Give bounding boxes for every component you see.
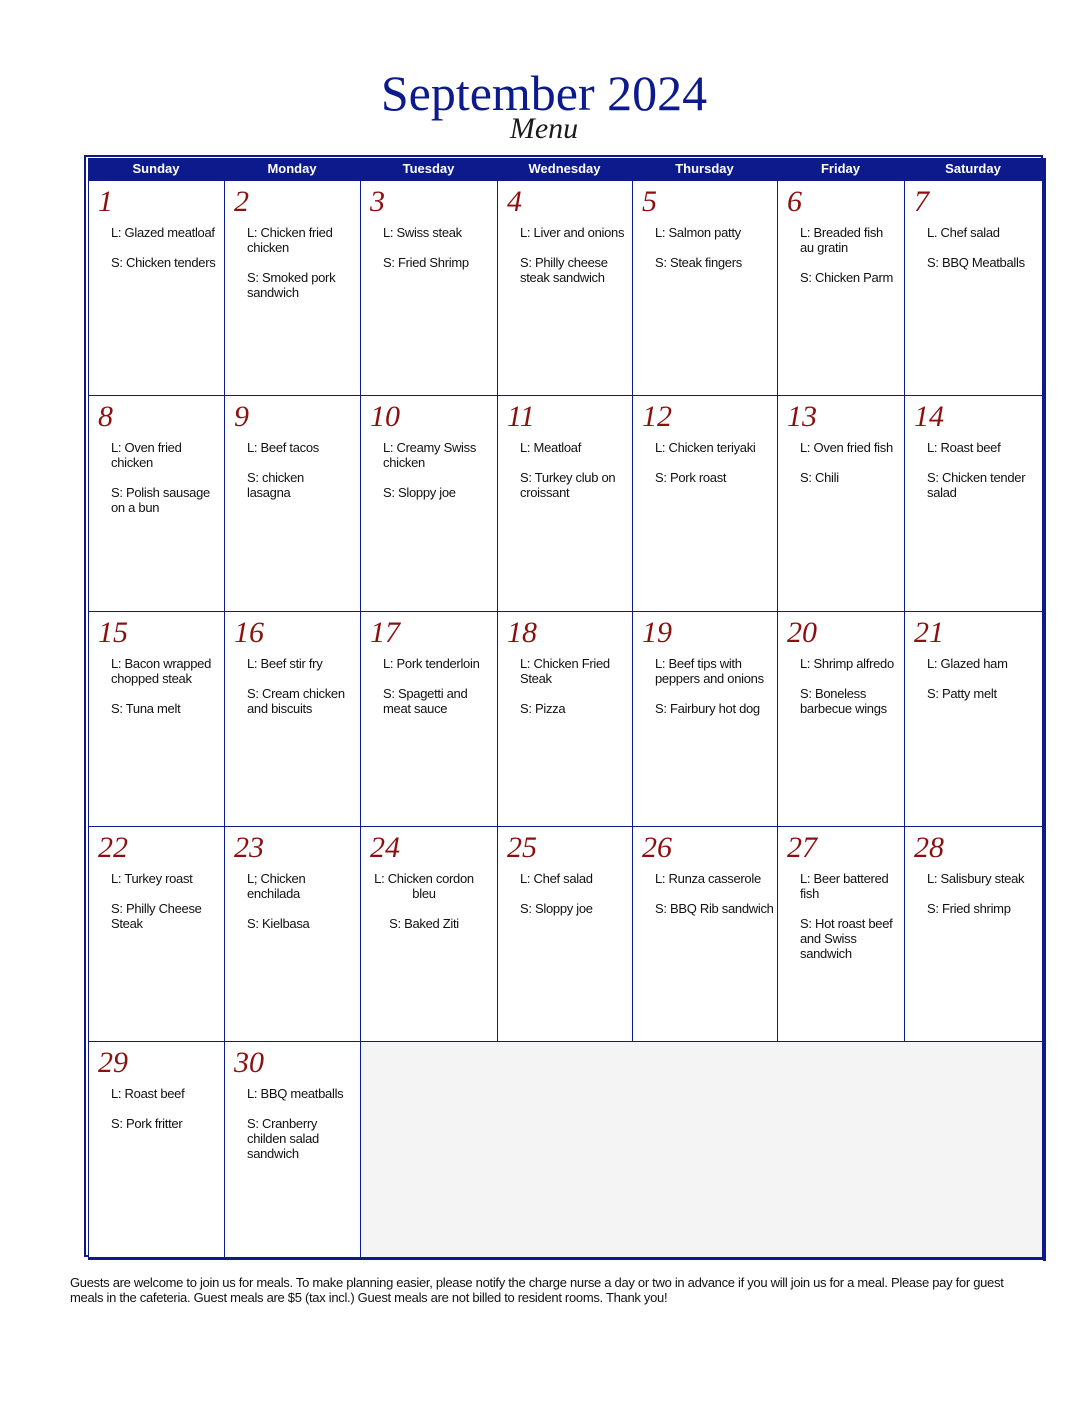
day-number: 3 (370, 185, 385, 218)
day-number: 6 (787, 185, 802, 218)
lunch-item: L: Creamy Swiss chicken (383, 440, 477, 470)
day-cell-13 (777, 395, 905, 612)
lunch-item: L: Runza casserole (655, 871, 761, 886)
day-number: 28 (914, 831, 944, 864)
day-cell-26 (632, 826, 778, 1042)
supper-item: S: Hot roast beef and Swiss sandwich (800, 916, 893, 961)
day-cell-12 (632, 395, 778, 612)
lunch-item: L: Chicken teriyaki (655, 440, 756, 455)
page-title: September 2024 (380, 65, 708, 121)
day-number: 23 (234, 831, 264, 864)
lunch-item: L: Shrimp alfredo (800, 656, 894, 671)
supper-item: S: Kielbasa (247, 916, 310, 931)
weekday-tuesday: Tuesday (402, 161, 455, 176)
lunch-item: L: Swiss steak (383, 225, 462, 240)
day-number: 20 (787, 616, 817, 649)
supper-item: S: Cranberry childen salad sandwich (247, 1116, 319, 1161)
day-cell-18 (497, 611, 633, 827)
supper-item: S: BBQ Rib sandwich (655, 901, 774, 916)
day-number: 12 (642, 400, 672, 433)
supper-item: S: Sloppy joe (383, 485, 456, 500)
weekday-friday: Friday (820, 161, 860, 176)
day-number: 1 (98, 185, 113, 218)
supper-item: S: Tuna melt (111, 701, 181, 716)
day-number: 16 (234, 616, 264, 649)
lunch-item: L: Oven fried fish (800, 440, 893, 455)
day-cell-21 (904, 611, 1043, 827)
supper-item: S: Chicken tender salad (927, 470, 1026, 500)
day-number: 2 (234, 185, 249, 218)
day-cell-7 (904, 180, 1043, 396)
lunch-item: L: Beef tips with peppers and onions (655, 656, 764, 686)
day-number: 7 (914, 185, 929, 218)
day-number: 19 (642, 616, 672, 649)
day-number: 27 (787, 831, 817, 864)
day-number: 13 (787, 400, 817, 433)
lunch-item: L: Chicken fried chicken (247, 225, 333, 255)
lunch-item: L: Bacon wrapped chopped steak (111, 656, 211, 686)
lunch-item: L: Oven fried chicken (111, 440, 182, 470)
weekday-saturday: Saturday (945, 161, 1001, 176)
day-cell-17 (360, 611, 498, 827)
day-cell-2 (224, 180, 361, 396)
supper-item: S: Spagetti and meat sauce (383, 686, 468, 716)
day-cell-30 (224, 1041, 361, 1258)
day-number: 25 (507, 831, 537, 864)
day-cell-11 (497, 395, 633, 612)
supper-item: S: Polish sausage on a bun (111, 485, 210, 515)
supper-item: S: chicken lasagna (247, 470, 304, 500)
day-number: 24 (370, 831, 400, 864)
weekday-sunday: Sunday (132, 161, 180, 176)
day-cell-14 (904, 395, 1043, 612)
day-cell-23 (224, 826, 361, 1042)
lunch-item: L: Salmon patty (655, 225, 741, 240)
day-cell-8 (88, 395, 225, 612)
day-number: 15 (98, 616, 128, 649)
weekday-header (88, 158, 1041, 180)
lunch-item: L: Turkey roast (111, 871, 193, 886)
lunch-item: L: Pork tenderloin (383, 656, 480, 671)
supper-item: S: Chicken tenders (111, 255, 216, 270)
supper-item: S: Cream chicken and biscuits (247, 686, 345, 716)
lunch-item: L; Chicken enchilada (247, 871, 306, 901)
lunch-item: L: Chicken Fried Steak (520, 656, 610, 686)
supper-item: S: Fried shrimp (927, 901, 1011, 916)
weekday-monday: Monday (267, 161, 317, 176)
day-cell-10 (360, 395, 498, 612)
day-number: 30 (234, 1046, 264, 1079)
day-cell-22 (88, 826, 225, 1042)
supper-item: S: Pork fritter (111, 1116, 183, 1131)
day-cell-5 (632, 180, 778, 396)
supper-item: S: Sloppy joe (520, 901, 593, 916)
day-number: 5 (642, 185, 657, 218)
page-subtitle: Menu (509, 112, 579, 145)
lunch-item: L: Beef stir fry (247, 656, 323, 671)
day-number: 29 (98, 1046, 128, 1079)
lunch-item: L: Glazed meatloaf (111, 225, 215, 240)
day-cell-19 (632, 611, 778, 827)
day-cell-6 (777, 180, 905, 396)
lunch-item: L: Beer battered fish (800, 871, 889, 901)
day-number: 9 (234, 400, 249, 433)
day-cell-29 (88, 1041, 225, 1258)
lunch-item: L: Liver and onions (520, 225, 625, 240)
supper-item: S: Patty melt (927, 686, 997, 701)
supper-item: S: Boneless barbecue wings (800, 686, 887, 716)
lunch-item: L: Roast beef (111, 1086, 185, 1101)
day-cell-3 (360, 180, 498, 396)
supper-item: S: BBQ Meatballs (927, 255, 1025, 270)
day-cell-25 (497, 826, 633, 1042)
day-number: 8 (98, 400, 113, 433)
day-number: 26 (642, 831, 672, 864)
calendar-shadow-right (1043, 158, 1046, 1261)
lunch-item: L: BBQ meatballs (247, 1086, 344, 1101)
supper-item: S: Fairbury hot dog (655, 701, 760, 716)
supper-item: S: Smoked pork sandwich (247, 270, 336, 300)
day-number: 21 (914, 616, 944, 649)
lunch-item: L: Salisbury steak (927, 871, 1025, 886)
supper-item: S: Chicken Parm (800, 270, 894, 285)
supper-item: S: Steak fingers (655, 255, 742, 270)
supper-item: S: Fried Shrimp (383, 255, 469, 270)
day-number: 17 (370, 616, 400, 649)
weekday-thursday: Thursday (675, 161, 734, 176)
supper-item: S: Chili (800, 470, 839, 485)
empty-days-area (360, 1041, 1042, 1257)
day-number: 11 (507, 400, 535, 433)
day-cell-16 (224, 611, 361, 827)
supper-item: S: Pizza (520, 701, 566, 716)
supper-item: S: Pork roast (655, 470, 727, 485)
day-number: 22 (98, 831, 128, 864)
weekday-wednesday: Wednesday (528, 161, 601, 176)
lunch-item: L: Breaded fish au gratin (800, 225, 883, 255)
lunch-item: L: Roast beef (927, 440, 1001, 455)
lunch-item: L: Chicken cordon bleu (374, 871, 474, 901)
lunch-item: L: Meatloaf (520, 440, 582, 455)
supper-item: S: Philly cheese steak sandwich (520, 255, 608, 285)
day-number: 4 (507, 185, 522, 218)
lunch-item: L: Beef tacos (247, 440, 319, 455)
lunch-item: L. Chef salad (927, 225, 1000, 240)
day-number: 14 (914, 400, 944, 433)
lunch-item: L: Glazed ham (927, 656, 1008, 671)
day-cell-20 (777, 611, 905, 827)
day-number: 10 (370, 400, 400, 433)
supper-item: S: Philly Cheese Steak (111, 901, 202, 931)
day-number: 18 (507, 616, 537, 649)
supper-item: S: Turkey club on croissant (520, 470, 616, 500)
day-cell-28 (904, 826, 1043, 1042)
guest-meal-note: Guests are welcome to join us for meals. To make planning easier, please notify the charge nurse a day or two in advance if you will join us for a meal. Please pay for guest meals in the cafeteria. Guest meals are $5 (tax incl.) Guest meals are not billed to resident rooms. Thank you! (70, 1275, 1004, 1305)
day-cell-15 (88, 611, 225, 827)
day-cell-1 (88, 180, 225, 396)
lunch-item: L: Chef salad (520, 871, 593, 886)
supper-item: S: Baked Ziti (389, 916, 459, 931)
day-cell-4 (497, 180, 633, 396)
day-cell-27 (777, 826, 905, 1042)
day-cell-9 (224, 395, 361, 612)
day-cell-24 (360, 826, 498, 1042)
